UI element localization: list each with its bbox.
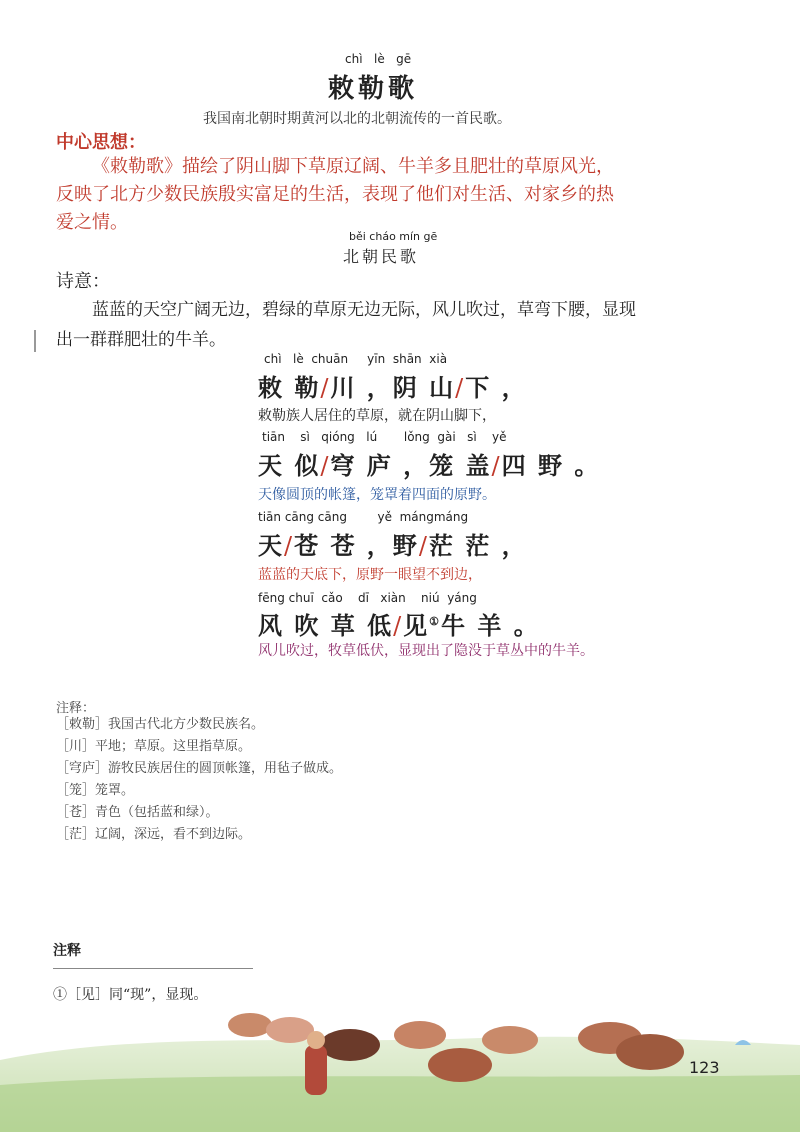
pause-mark: / [320,374,331,402]
pause-mark: / [393,612,404,640]
poem-line [258,526,528,561]
poem-translation: 天像圆顶的帐篷，笼罩着四面的原野。 [258,487,496,503]
poem-text: 敕 勒 [258,373,321,402]
page-title: 敕勒歌 [328,74,419,104]
herder-head-icon [307,1031,325,1049]
note-item: ［川］平地；草原。这里指草原。 [56,739,252,754]
subtitle: 我国南北朝时期黄河以北的北朝流传的一首民歌。 [203,111,511,127]
poem-pinyin: tiān sì qióng lú lǒng gài sì yě [262,430,507,444]
poem-text: 下 ， [465,373,528,402]
margin-mark [34,330,36,352]
pause-mark: / [491,452,502,480]
author: 北朝民歌 [343,247,420,266]
poem-pinyin: tiān cāng cāng yě mángmáng [258,510,469,524]
notes-label: 注释： [56,701,96,716]
herder-icon [305,1045,327,1095]
note-item: ［敕勒］我国古代北方少数民族名。 [56,717,265,732]
meaning-text [56,295,756,355]
notes-list [56,714,342,846]
poem-line [258,368,528,403]
poem-text: 苍 苍 ，野 [294,531,419,560]
grass-shape [0,1075,800,1132]
poem-text: 穹 庐 ，笼 盖 [330,451,492,480]
poem-pinyin: chì lè chuān yīn shān xià [264,352,448,366]
poem-translation: 敕勒族人居住的草原，就在阴山脚下， [258,408,496,424]
poem-line [258,446,600,481]
grassland-illustration [0,990,800,1132]
poem-text: 四 野 。 [501,451,601,480]
title-pinyin: chì lè gē [345,52,412,66]
pause-mark: / [284,532,295,560]
central-idea-label: 中心思想： [56,132,146,153]
pause-mark: / [320,452,331,480]
central-idea-line: 反映了北方少数民族殷实富足的生活，表现了他们对生活、对家乡的热 [56,184,614,205]
meaning-line: 蓝蓝的天空广阔无边，碧绿的草原无边无际，风儿吹过，草弯下腰，显现 [92,300,636,320]
footnote-marker: ① [429,615,442,628]
footnote-label: 注释 [53,943,81,959]
cattle-icon [482,1026,538,1054]
central-idea-line: 《敕勒歌》描绘了阴山脚下草原辽阔、牛羊多且肥壮的草原风光， [92,156,614,177]
note-item: ［茫］辽阔，深远，看不到边际。 [56,827,252,842]
cattle-icon [266,1017,314,1043]
pause-mark: / [455,374,466,402]
note-item: ［笼］笼罩。 [56,783,135,798]
poem-text: 见 [403,611,430,640]
yak-icon [320,1029,380,1061]
poem-translation: 蓝蓝的天底下，原野一眼望不到边， [258,567,482,583]
footnote-text: ①［见］同“现”，显现。 [53,987,208,1003]
footnote-divider [53,968,253,969]
poem-text: 风 吹 草 低 [258,611,394,640]
poem-text: 川 ，阴 山 [330,373,456,402]
cattle-icon [616,1034,684,1070]
central-idea-line: 爱之情。 [56,212,128,233]
meaning-label: 诗意： [56,271,110,292]
poem-text: 天 似 [258,451,321,480]
poem-pinyin: fēng chuī cǎo dī xiàn niú yáng [258,591,477,605]
meaning-line: 出一群群肥壮的牛羊。 [56,330,226,350]
author-pinyin: běi cháo mín gē [349,230,438,243]
note-item: ［穹庐］游牧民族居住的圆顶帐篷，用毡子做成。 [56,761,343,776]
cattle-icon [428,1048,492,1082]
poem-text: 天 [258,531,284,560]
poem-translation: 风儿吹过，牧草低伏，显现出了隐没于草丛中的牛羊。 [258,643,594,659]
pause-mark: / [418,532,429,560]
poem-line [258,606,540,641]
bird-icon [735,1040,751,1045]
cattle-icon [228,1013,272,1037]
central-idea-text [56,153,746,237]
cattle-icon [394,1021,446,1049]
note-item: ［苍］青色（包括蓝和绿）。 [56,805,219,820]
poem-text: 牛 羊 。 [441,611,540,640]
page-number: 123 [689,1058,720,1077]
poem-text: 茫 茫 ， [428,531,528,560]
